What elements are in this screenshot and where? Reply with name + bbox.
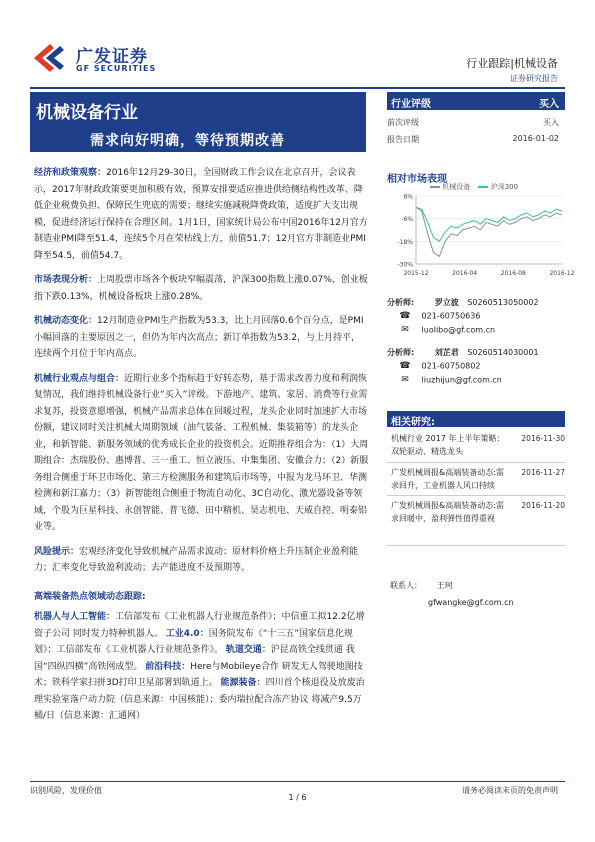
header-divider: [30, 87, 565, 89]
legend-machinery: 机械设备: [442, 183, 471, 191]
hotspot-tech-lead: 前沿科技：: [145, 661, 191, 672]
x-tick-label: 2016-08: [500, 270, 526, 277]
footer-slogan: 识别风险，发现价值: [30, 786, 102, 795]
analyst-1-phone: 021-60750636: [421, 311, 481, 321]
analyst-2-cert: S0260514030001: [467, 348, 539, 357]
x-tick-label: 2016-12: [549, 270, 575, 277]
para-market-text: 上周股票市场各个板块窄幅震荡，沪深300指数上涨0.07%，创业板指下跌0.13%，机械设备板块上涨0.28%。: [34, 275, 368, 302]
logo-text-en: GF SECURITIES: [76, 64, 157, 73]
para-risk: [34, 544, 369, 577]
legend-hs300: 沪深300: [490, 183, 519, 191]
para-view-text: 近期行业多个指标趋于好转态势，基于需求改善力度和利润恢复情况，我们维持机械设备行业“买入”评级。下游地产、建筑、家居、消费等行业需求复苏，投资意愿增强，机械产品需求总体在回暖过程，龙头企业同时加速扩大市场份额，建议同时关注机械大周期领域（油气装备、工程机械、集装箱等）的龙头企业，和新智能、新服务领域的优秀成长企业的投资机会。近期推荐组合为：（1）大周期组合：杰瑞股份、惠博普、三一重工、恒立液压、中集集团、安徽合力；（2）新服务组合侧重于环卫市场化、第三方检测服务和建筑后市场等，中报为龙马环卫、华测检测和新江嘉力；（3）新智能组合侧重于物流自动化、3C自动化、激光器设备等领域，个股为巨星科技、永创智能、普飞德、田中精机、昊志机电、天威自控、明泰铝业等。: [34, 373, 369, 532]
relative-performance-chart: [390, 190, 575, 280]
prev-rating-label: 前次评级: [387, 118, 419, 127]
analyst-2-label: 分析师:: [387, 348, 415, 357]
para-dynamics: [34, 313, 369, 363]
para-dynamics-lead: 机械动态变化：: [34, 316, 98, 326]
para-economy: [34, 165, 369, 264]
related-research-title: 相关研究:: [391, 417, 435, 428]
hotspot-rail-text: 沪昆高铁全线贯通 我国“四纵四横”高铁网成型。: [34, 645, 355, 672]
report-track: 行业跟踪|机械设备: [466, 57, 558, 70]
legend-swatch-hs300: [478, 186, 488, 188]
y-tick-label: -6%: [401, 216, 413, 224]
contact-label: 联系人：: [390, 581, 422, 590]
market-title: 相对市场表现: [387, 174, 447, 185]
contact-name: 王珂: [436, 581, 453, 590]
analyst-1-email[interactable]: luolibo@gf.com.cn: [421, 325, 496, 335]
rating-header: [387, 92, 565, 110]
para-hotspots: [34, 609, 369, 725]
related-item-2[interactable]: [391, 466, 565, 492]
hotspot-robot-text: 工信部发布《工业机器人行业规范条件》；中信重工拟12.2亿增资子公司 同时发力特种机器人。: [34, 612, 365, 639]
x-tick-label: 2015-12: [403, 270, 429, 277]
hotspot-robot-lead: 机器人与人工智能：: [34, 612, 116, 622]
analyst-1-cert: S0260513050002: [467, 298, 539, 307]
analyst-1: [387, 297, 567, 339]
rating-value: 买入: [539, 99, 559, 110]
hotspot-industry40-text: 国务院发布《“十三五”国家信息化规划》；工信部发布《工业机器人行业规范条件》。: [34, 628, 354, 655]
report-type: 证券研究报告: [510, 74, 558, 83]
series-line-hs300: [416, 207, 562, 241]
analyst-1-name: 罗立波: [434, 298, 459, 307]
para-view-lead: 机械行业观点与组合：: [34, 373, 125, 384]
related-research-header: [387, 411, 565, 427]
series-line-machinery: [416, 207, 562, 256]
report-body: [34, 165, 369, 729]
related-item-3-text: 广发机械周报&高端装备动态:需求回暖中，盈利弹性值得重视: [391, 501, 504, 523]
related-item-1[interactable]: [391, 432, 565, 458]
section-hotspots-lead: 高端装备热点领域动态跟踪:: [34, 591, 146, 602]
related-item-1-date: 2016-11-30: [521, 434, 565, 443]
para-dynamics-text: 12月制造业PMI生产指数为53.3，比上月回落0.6个百分点，是PMI小幅回落的主要原因之一，但仍为年内次高点；新订单指数为53.2，与上月持平，连续两个月位于年内高点。: [34, 316, 364, 359]
analyst-2: [387, 347, 567, 389]
logo-text-cn: 广发证券: [76, 47, 148, 67]
related-divider: [387, 545, 565, 546]
prev-rating-row: [387, 117, 565, 128]
section-hotspots-title: [34, 589, 369, 606]
para-risk-lead: 风险提示：: [34, 546, 80, 557]
analyst-2-phone: 021-60750802: [421, 361, 481, 371]
prev-rating-value: 买入: [543, 118, 559, 127]
analyst-2-name: 刘芷君: [434, 348, 459, 357]
phone-icon: ☎: [399, 361, 411, 371]
para-economy-lead: 经济和政策观察：: [34, 168, 107, 178]
report-date-row: [387, 134, 565, 145]
y-tick-label: -30%: [397, 261, 413, 269]
related-item-2-date: 2016-11-27: [521, 468, 565, 477]
mail-icon: ✉: [401, 325, 409, 335]
report-date-value: 2016-01-02: [512, 134, 559, 143]
headline: 需求向好明确，等待预期改善: [90, 133, 285, 149]
related-item-3[interactable]: [391, 499, 565, 525]
hotspot-energy-text: 四川首个核退役及放废治理实验室落户动力院（信息来源：中国核能）；委内瑞拉配合冻产协议 将减产9.5万桶/日（信息来源：汇通网）: [34, 678, 365, 721]
hotspot-industry40-lead: 工业4.0：: [165, 628, 209, 639]
contact-email[interactable]: gfwangke@gf.com.cn: [428, 598, 514, 607]
phone-icon: ☎: [399, 311, 411, 321]
para-risk-text: 宏观经济变化导致机械产品需求波动；原材料价格上升压制企业盈利能力；汇率变化导致盈利波动；去产能进度不及预期等。: [34, 546, 359, 573]
mail-icon: ✉: [401, 375, 409, 385]
related-item-1-text: 机械行业 2017 年上半年策略：双轮驱动、精选龙头: [391, 434, 505, 456]
para-market-lead: 市场表现分析：: [34, 275, 98, 285]
analyst-2-email[interactable]: liuzhijun@gf.com.cn: [421, 375, 502, 385]
hotspot-energy-lead: 能源装备：: [220, 678, 266, 688]
header-right: [466, 55, 558, 84]
hotspot-rail-lead: 轨道交通：: [225, 645, 271, 655]
related-divider: [387, 462, 565, 463]
hotspot-tech-text: Here与Mobileye合作 研发无人驾驶地图技术；铁科学家扫拼3D打印卫星部署到轨道上。: [34, 661, 363, 688]
para-economy-text: 2016年12月29-30日，全国财政工作会议在北京召开，会议表示，2017年财政政策要更加积极有效，预算安排要适应推进供给侧结构性改革、降低企业税费负担、保障民生兜底的需要；继续实施减税降费政策，适度扩大支出规模，促进经济运行保持在合理区间。1月1日，国家统计局公布中国2016年12月官方制造业PMI降至51.4，连续5个月在荣枯线上方，前值51.7；12月官方非制造业PMI降至54.5，前值54.7。: [34, 168, 368, 261]
related-divider: [387, 495, 565, 496]
contact: [390, 580, 453, 591]
para-view: [34, 371, 369, 536]
y-tick-label: 6%: [403, 193, 413, 201]
footer-disclaimer[interactable]: 请务必阅读末页的免责声明: [462, 786, 558, 795]
related-item-2-text: 广发机械周报&高端装备动态:需求回升，工业机器人风口持续: [391, 468, 504, 490]
footer-divider: [30, 781, 565, 782]
related-item-3-date: 2016-11-20: [521, 501, 565, 510]
logo-mark-icon: [30, 40, 74, 76]
x-tick-label: 2016-04: [452, 270, 478, 277]
y-tick-label: -18%: [397, 238, 413, 246]
rating-title: 行业评级: [391, 99, 431, 110]
report-date-label: 报告日期: [387, 135, 419, 144]
analyst-1-label: 分析师:: [387, 298, 415, 307]
industry-title: 机械设备行业: [36, 103, 138, 123]
legend-swatch-machinery: [430, 186, 440, 188]
company-logo: [30, 40, 170, 80]
para-market: [34, 272, 369, 305]
page-number: 1 / 6: [288, 793, 307, 802]
